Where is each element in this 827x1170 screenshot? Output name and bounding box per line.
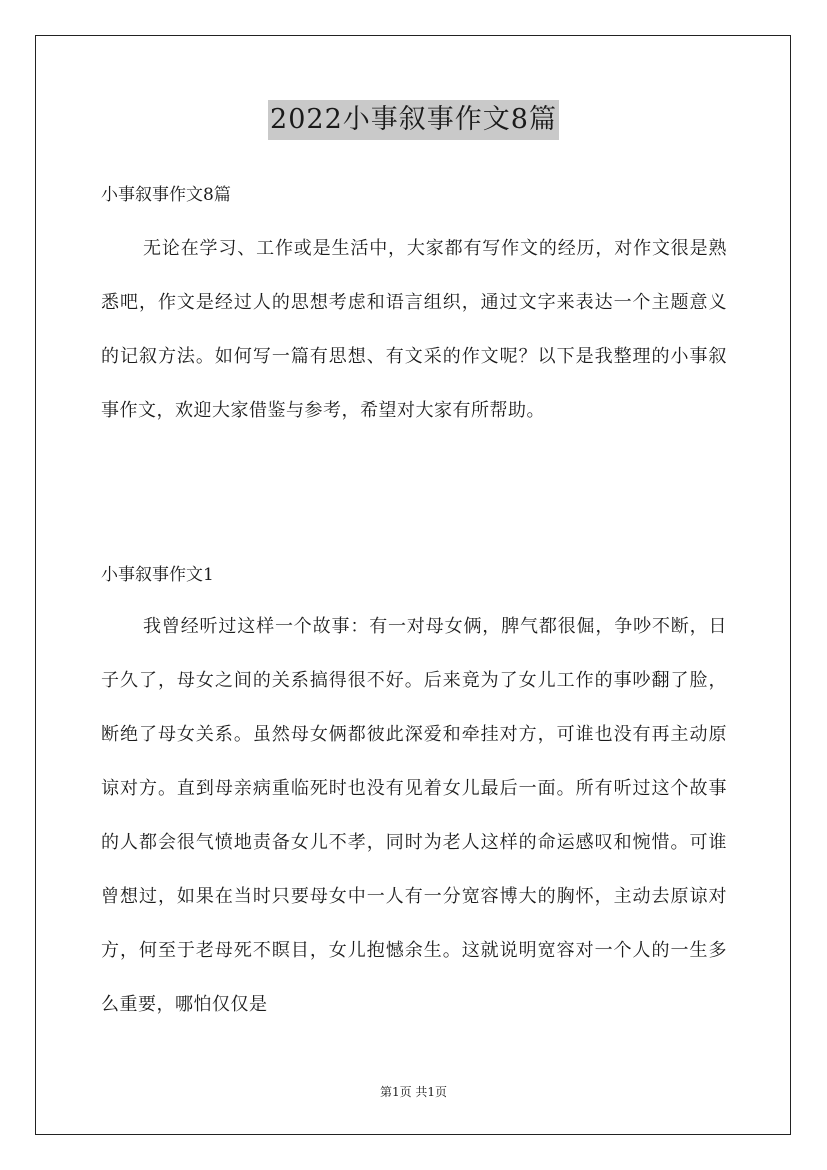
intro-paragraph: 无论在学习、工作或是生活中，大家都有写作文的经历，对作文很是熟悉吧，作文是经过人的思想考虑和语言组织，通过文字来表达一个主题意义的记叙方法。如何写一篇有思想、有文采的作文呢？以下是我整理的小事叙事作文，欢迎大家借鉴与参考，希望对大家有所帮助。 — [101, 238, 727, 421]
page-footer: 第1页 共1页 — [379, 1085, 448, 1099]
section-heading: 小事叙事作文1 — [101, 565, 214, 585]
section-paragraph: 我曾经听过这样一个故事：有一对母女俩，脾气都很倔，争吵不断，日子久了，母女之间的关系搞得很不好。后来竟为了女儿工作的事吵翻了脸，断绝了母女关系。虽然母女俩都彼此深爱和牵挂对方，可谁也没有再主动原谅对方。直到母亲病重临死时也没有见着女儿最后一面。所有听过这个故事的人都会很气愤地责备女儿不孝，同时为老人这样的命运感叹和惋惜。可谁曾想过，如果在当时只要母女中一人有一分宽容博大的胸怀，主动去原谅对方，何至于老母死不瞑目，女儿抱憾余生。这就说明宽容对一个人的一生多么重要，哪怕仅仅是 — [101, 616, 727, 1015]
title-container — [0, 100, 827, 140]
document-title: 2022小事叙事作文8篇 — [268, 100, 559, 140]
document-subtitle: 小事叙事作文8篇 — [101, 185, 231, 205]
